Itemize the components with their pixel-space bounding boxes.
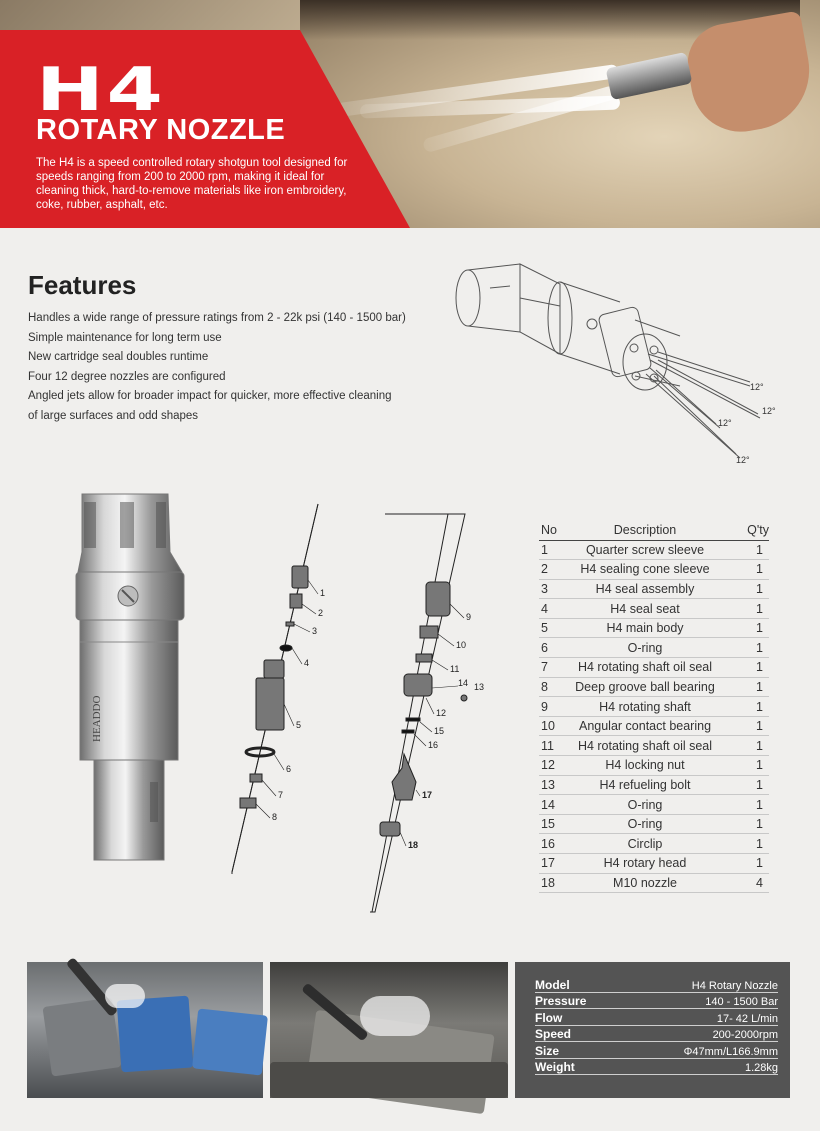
- spec-value: 200-2000rpm: [712, 1029, 778, 1041]
- exploded-view-diagram: [220, 500, 485, 920]
- part-quantity: 1: [729, 579, 769, 599]
- part-quantity: 1: [729, 560, 769, 580]
- part-number: 14: [539, 795, 561, 815]
- part-quantity: 1: [729, 854, 769, 874]
- callout-label: 14: [458, 678, 469, 688]
- spec-value: H4 Rotary Nozzle: [691, 979, 778, 992]
- column-header-no: No: [539, 520, 561, 540]
- spec-value: Φ47mm/L166.9mm: [683, 1045, 778, 1058]
- table-row: [539, 834, 769, 854]
- part-number: 9: [539, 697, 561, 717]
- features-list: [28, 309, 448, 427]
- callout-label: 3: [312, 626, 318, 636]
- hero-banner: [0, 0, 800, 228]
- product-engraving: HEADDO: [91, 695, 103, 742]
- callout-label: 2: [318, 608, 324, 618]
- part-description: H4 rotating shaft oil seal: [561, 658, 729, 678]
- callout-label: 4: [304, 658, 310, 668]
- table-row: [539, 599, 769, 619]
- table-row: [539, 658, 769, 678]
- part-quantity: 1: [729, 736, 769, 756]
- table-row: [539, 756, 769, 776]
- spec-row: [535, 1042, 778, 1059]
- part-description: H4 rotary head: [561, 854, 729, 874]
- part-description: Deep groove ball bearing: [561, 677, 729, 697]
- product-title: H4: [36, 55, 166, 125]
- spec-key: Speed: [535, 1027, 572, 1041]
- part-quantity: 1: [729, 795, 769, 815]
- cad-line-drawing: [440, 258, 780, 468]
- part-quantity: 1: [729, 540, 769, 560]
- angle-label: 12°: [750, 382, 764, 392]
- part-number: 1: [539, 540, 561, 560]
- callout-label: 17: [422, 790, 433, 800]
- part-number: 13: [539, 775, 561, 795]
- table-row: [539, 814, 769, 834]
- table-row: [539, 775, 769, 795]
- part-description: O-ring: [561, 814, 729, 834]
- part-number: 10: [539, 716, 561, 736]
- feature-item: Handles a wide range of pressure ratings from 2 - 22k psi (140 - 1500 bar): [28, 312, 406, 324]
- part-description: M10 nozzle: [561, 873, 729, 893]
- table-header-row: [539, 520, 769, 540]
- spec-row: [535, 993, 778, 1010]
- table-row: [539, 854, 769, 874]
- table-row: [539, 638, 769, 658]
- spec-panel: [515, 962, 790, 1098]
- part-description: O-ring: [561, 795, 729, 815]
- column-header-description: Description: [561, 520, 729, 540]
- part-quantity: 1: [729, 677, 769, 697]
- spec-value: 140 - 1500 Bar: [705, 996, 778, 1008]
- callout-label: 11: [450, 664, 460, 674]
- table-row: [539, 736, 769, 756]
- table-row: [539, 560, 769, 580]
- part-number: 7: [539, 658, 561, 678]
- part-description: H4 refueling bolt: [561, 775, 729, 795]
- spec-key: Flow: [535, 1010, 563, 1025]
- table-row: [539, 697, 769, 717]
- part-number: 2: [539, 560, 561, 580]
- part-description: O-ring: [561, 638, 729, 658]
- callout-label: 6: [286, 764, 292, 774]
- feature-item: Four 12 degree nozzles are configured: [28, 370, 226, 383]
- features-heading: Features: [28, 270, 137, 300]
- callout-label: 13: [474, 682, 485, 692]
- part-number: 12: [539, 756, 561, 776]
- part-quantity: 4: [729, 873, 769, 893]
- callout-label: 16: [428, 740, 439, 750]
- column-header-qty: Q'ty: [729, 520, 769, 540]
- callout-label: 15: [434, 726, 445, 736]
- spec-value: 1.28kg: [744, 1062, 778, 1074]
- spec-key: Model: [535, 977, 570, 992]
- parts-table: [539, 520, 769, 893]
- callout-label: 9: [466, 612, 472, 622]
- part-number: 6: [539, 638, 561, 658]
- table-row: [539, 677, 769, 697]
- feature-item: Angled jets allow for broader impact for quicker, more effective cleaning: [28, 390, 392, 403]
- spec-value: 17- 42 L/min: [716, 1012, 778, 1025]
- spec-key: Size: [535, 1043, 560, 1058]
- product-photo: [70, 492, 190, 864]
- part-number: 3: [539, 579, 561, 599]
- part-quantity: 1: [729, 756, 769, 776]
- angle-label: 12°: [736, 455, 750, 465]
- feature-item: Simple maintenance for long term use: [28, 331, 222, 344]
- spec-row: [535, 976, 778, 993]
- part-quantity: 1: [729, 775, 769, 795]
- part-number: 18: [539, 873, 561, 893]
- part-description: H4 sealing cone sleeve: [561, 560, 729, 580]
- part-number: 16: [539, 834, 561, 854]
- table-row: [539, 540, 769, 560]
- callout-label: 5: [296, 720, 302, 730]
- callout-label: 1: [320, 588, 326, 598]
- part-description: Circlip: [561, 834, 729, 854]
- part-description: H4 seal assembly: [561, 579, 729, 599]
- spec-key: Pressure: [535, 994, 587, 1008]
- callout-label: 18: [408, 840, 419, 850]
- table-row: [539, 795, 769, 815]
- feature-item: New cartridge seal doubles runtime: [28, 351, 209, 364]
- part-number: 17: [539, 854, 561, 874]
- spec-key: Weight: [535, 1060, 575, 1074]
- part-number: 4: [539, 599, 561, 619]
- application-photo-2: [270, 962, 508, 1098]
- part-quantity: 1: [729, 618, 769, 638]
- callout-label: 10: [456, 640, 467, 650]
- table-row: [539, 579, 769, 599]
- product-description: The H4 is a speed controlled rotary shotgun tool designed for speeds ranging from 200 to 2000 rpm, making it ideal for cleaning thick, hard-to-remove materials like iron embroidery, coke, rubber, asphalt, etc.: [36, 157, 348, 211]
- spec-row: [535, 1059, 778, 1076]
- product-subtitle: ROTARY NOZZLE: [36, 114, 286, 146]
- part-description: H4 main body: [561, 618, 729, 638]
- angle-label: 12°: [718, 418, 732, 428]
- table-row: [539, 873, 769, 893]
- part-quantity: 1: [729, 834, 769, 854]
- part-description: H4 locking nut: [561, 756, 729, 776]
- parts-table-body: [539, 540, 769, 893]
- feature-item: of large surfaces and odd shapes: [28, 409, 199, 422]
- table-row: [539, 618, 769, 638]
- part-number: 15: [539, 814, 561, 834]
- angle-label: 12°: [762, 406, 776, 416]
- callout-label: 12: [436, 708, 447, 718]
- part-quantity: 1: [729, 658, 769, 678]
- spec-row: [535, 1026, 778, 1043]
- part-quantity: 1: [729, 599, 769, 619]
- part-description: H4 seal seat: [561, 599, 729, 619]
- part-description: Angular contact bearing: [561, 716, 729, 736]
- part-number: 11: [539, 736, 561, 756]
- part-number: 8: [539, 677, 561, 697]
- part-description: H4 rotating shaft: [561, 697, 729, 717]
- part-quantity: 1: [729, 638, 769, 658]
- part-description: H4 rotating shaft oil seal: [561, 736, 729, 756]
- spec-row: [535, 1009, 778, 1026]
- part-quantity: 1: [729, 697, 769, 717]
- part-quantity: 1: [729, 716, 769, 736]
- part-description: Quarter screw sleeve: [561, 540, 729, 560]
- application-photo-1: [27, 962, 263, 1098]
- part-quantity: 1: [729, 814, 769, 834]
- callout-label: 8: [272, 812, 278, 822]
- table-row: [539, 716, 769, 736]
- part-number: 5: [539, 618, 561, 638]
- callout-label: 7: [278, 790, 284, 800]
